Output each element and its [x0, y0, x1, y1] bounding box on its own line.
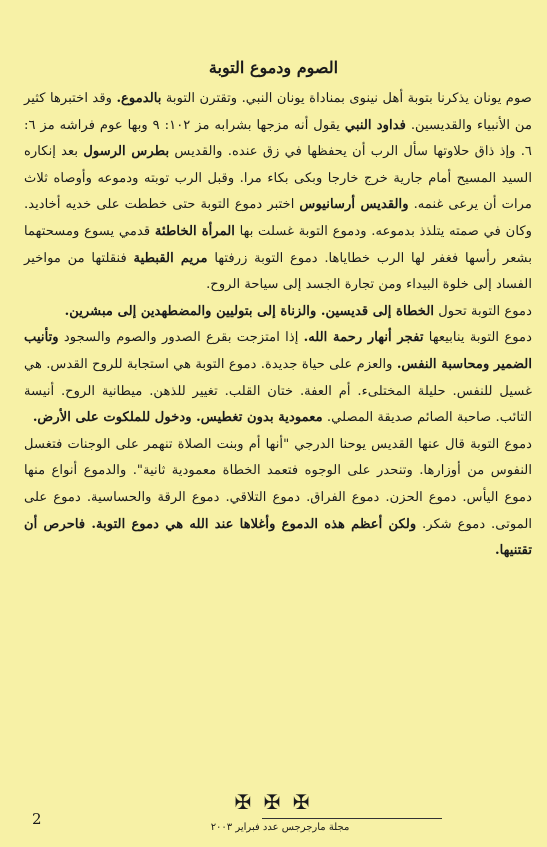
paragraph	[24, 432, 532, 565]
article-title: الصوم ودموع التوبة	[208, 58, 339, 77]
paragraph	[24, 86, 532, 299]
emphasis-text: ولكن أعظم هذه الدموع وأغلاها عند الله هي دموع التوبة. فاحرص أن تقتنيها.	[24, 516, 532, 559]
page-number: 2	[32, 810, 42, 828]
emphasis-text: والقديس أرسانيوس	[299, 197, 409, 213]
emphasis-text: بالدموع.	[116, 91, 162, 106]
paragraph	[24, 299, 532, 326]
paragraph-text: يقول أنه مزجها بشرابه مز ١٠٢: ٩ وبها عوم فراشه مز ٦: ٦. وإذ ذاق حلاوتها سأل الرب أن يحفظها في زق عنده. والقديس	[24, 117, 532, 160]
footer-caption: مجلة مارجرجس عدد فبراير ٢٠٠٣	[210, 822, 350, 833]
paragraph-text: دموع التوبة قال عنها القديس يوحنا الدرجي "أنها أم وبنت الصلاة تنهمر على الوجنات فتغسل النفوس من أوزارها. وتنحدر على الوجوه فتعمد الخطاة معمودية ثانية". والدموع أنواع منها دموع اليأس. دموع الحزن. دموع الفراق. دموع التلاقي. دموع الرقة والحساسية. دموع على الموتى. دموع شكر.	[24, 436, 533, 532]
emphasis-text: تفجر أنهار رحمة الله.	[303, 330, 424, 346]
paragraph-text: صوم يونان يذكرنا بتوبة أهل نينوى بمناداة يونان النبي. وتقترن التوبة	[161, 91, 532, 106]
emphasis-text: فداود النبي	[344, 117, 406, 133]
paragraph-text: فنقلتها من مواخير الفساد إلى خلوة البيداء ومن تجارة الجسد إلى سياحة الروح.	[24, 250, 532, 293]
paragraph-text: دموع التوبة تحول	[434, 303, 532, 319]
article-body	[24, 86, 532, 565]
emphasis-text: مريم القبطية	[133, 250, 208, 266]
footer-divider	[262, 818, 442, 819]
paragraph-text: اختبر دموع التوبة حتى خططت على خديه أخاديد. وكان في صمته يتلذذ بدموعه. ودموع التوبة غسلت بها	[24, 197, 532, 239]
emphasis-text: الخطاة إلى قديسين. والزناة إلى بتوليين والمضطهدين إلى مبشرين.	[64, 303, 434, 319]
paragraph-text: والعزم على حياة جديدة. دموع التوبة هي استجابة للروح القدس. هي غسيل للنفس. حليلة المختلىء. أم العفة. ختان القلب. تغيير للذهن. ميطانية الروح. أنيسة التائب. صاحبة الصائم صديقة المصلي.	[24, 356, 532, 426]
emphasis-text: وتأنيب الضمير ومحاسبة النفس.	[24, 330, 532, 372]
cross-ornament-icon: ✠ ✠ ✠	[234, 790, 313, 814]
paragraph-text: دموع التوبة ينابيعها	[423, 330, 532, 346]
emphasis-text: بطرس الرسول	[83, 144, 170, 160]
paragraph-text: وقد اختبرها كثير من الأنبياء والقديسين.	[24, 91, 533, 133]
paragraph-text: إذا امتزجت بقرع الصدور والصوم والسجود	[58, 330, 304, 346]
paragraph-text: بعد إنكاره السيد المسيح أمام جارية خرج خارجا وبكى بكاء مرا. وقبل الرب توبته ودموعه وأوصاه ثلاث مرات أن يرعى غنمه.	[24, 144, 532, 213]
paragraph-text: قدمي يسوع ومسحتهما بشعر رأسها فغفر لها الرب خطاياها. دموع التوبة زرفتها	[24, 223, 532, 266]
emphasis-text: المرأة الخاطئة	[154, 223, 235, 239]
paragraph	[24, 325, 532, 431]
emphasis-text: معمودية بدون تغطيس. ودخول للملكوت على الأرض.	[32, 410, 323, 426]
